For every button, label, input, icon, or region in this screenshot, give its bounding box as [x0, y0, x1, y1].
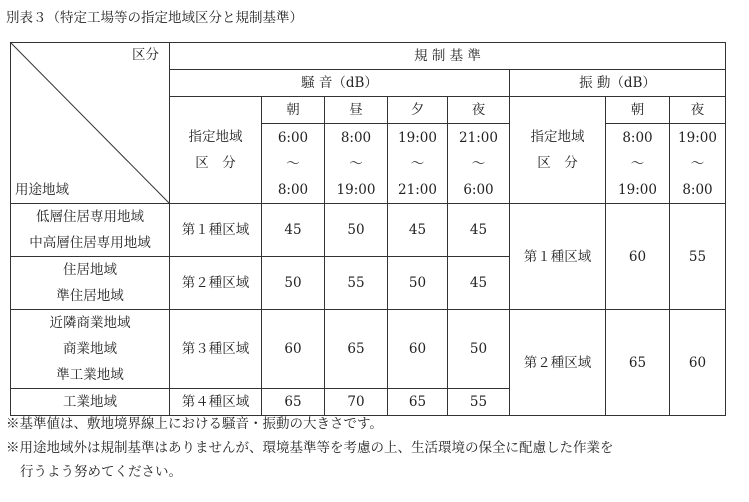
area-name: 商業地域 — [63, 341, 117, 357]
shitei-label: 指定地域 — [188, 129, 243, 145]
time-tilde: ～ — [286, 155, 300, 172]
noise-value: 50 — [388, 257, 448, 310]
vib-value: 60 — [670, 310, 726, 416]
vib-value: 60 — [606, 204, 670, 310]
vib-period-label: 朝 — [606, 97, 670, 124]
vibration-header: 振 動（dB） — [510, 70, 726, 97]
area-names — [11, 257, 170, 310]
header-diagonal-cell — [11, 43, 170, 204]
time-from: 8:00 — [622, 129, 653, 146]
kubun-sub-label: 区 分 — [195, 155, 236, 171]
time-from: 19:00 — [678, 129, 717, 146]
noise-period-label: 朝 — [262, 97, 325, 124]
time-to: 8:00 — [682, 181, 713, 198]
noise-value: 55 — [448, 389, 510, 416]
noise-value: 50 — [325, 204, 388, 257]
vib-period-time — [670, 124, 726, 204]
area-name: 工業地域 — [11, 389, 170, 416]
noise-zone: 第３種区域 — [170, 310, 262, 389]
time-tilde: ～ — [471, 155, 486, 172]
regulation-standards-table — [10, 42, 726, 416]
time-to: 8:00 — [277, 181, 309, 198]
area-name: 住居地域 — [63, 262, 117, 278]
area-names — [11, 310, 170, 389]
time-tilde: ～ — [630, 155, 645, 172]
noise-value: 65 — [262, 389, 325, 416]
noise-value: 45 — [448, 257, 510, 310]
area-name: 低層住居専用地域 — [36, 209, 144, 225]
note-line: 行うよう努めてください。 — [20, 464, 182, 480]
noise-zone: 第４種区域 — [170, 389, 262, 416]
time-from: 21:00 — [459, 129, 498, 146]
vib-zone: 第２種区域 — [510, 310, 606, 416]
notes — [6, 412, 614, 484]
time-from: 8:00 — [340, 129, 372, 146]
youto-label: 用途地域 — [15, 182, 69, 198]
noise-zone: 第１種区域 — [170, 204, 262, 257]
vib-period-label: 夜 — [670, 97, 726, 124]
noise-value: 60 — [388, 310, 448, 389]
noise-value: 65 — [388, 389, 448, 416]
table-caption: 別表３（特定工場等の指定地域区分と規制基準） — [6, 10, 303, 26]
table-row — [11, 204, 726, 257]
noise-shitei-header — [170, 97, 262, 204]
noise-period-label: 昼 — [325, 97, 388, 124]
noise-value: 45 — [262, 204, 325, 257]
kisei-header: 規 制 基 準 — [170, 43, 726, 70]
noise-value: 55 — [325, 257, 388, 310]
area-name: 近隣商業地域 — [49, 315, 131, 331]
note-line: ※用途地域外は規制基準はありませんが、環境基準等を考慮の上、生活環境の保全に配慮した作業を — [6, 440, 614, 456]
area-name: 準住居地域 — [56, 288, 124, 304]
diagonal-line — [11, 43, 169, 203]
noise-period-label: 夕 — [388, 97, 448, 124]
noise-period-time — [448, 124, 510, 204]
noise-value: 50 — [262, 257, 325, 310]
area-name: 中高層住居専用地域 — [29, 235, 151, 251]
time-tilde: ～ — [349, 155, 363, 172]
time-tilde: ～ — [410, 155, 425, 172]
noise-period-time — [325, 124, 388, 204]
noise-period-label: 夜 — [448, 97, 510, 124]
time-to: 19:00 — [618, 181, 657, 198]
time-to: 21:00 — [398, 181, 437, 198]
noise-value: 65 — [325, 310, 388, 389]
noise-period-time — [262, 124, 325, 204]
noise-zone: 第２種区域 — [170, 257, 262, 310]
table-row — [11, 310, 726, 389]
kubun-sub-label: 区 分 — [537, 155, 578, 171]
shitei-label: 指定地域 — [530, 129, 585, 145]
time-from: 19:00 — [398, 129, 437, 146]
noise-value: 45 — [388, 204, 448, 257]
vib-period-time — [606, 124, 670, 204]
note-line: ※基準値は、敷地境界線上における騒音・振動の大きさです。 — [6, 416, 383, 432]
vib-zone: 第１種区域 — [510, 204, 606, 310]
time-to: 6:00 — [463, 181, 494, 198]
area-names — [11, 204, 170, 257]
noise-value: 60 — [262, 310, 325, 389]
noise-value: 50 — [448, 310, 510, 389]
vib-value: 55 — [670, 204, 726, 310]
noise-period-time — [388, 124, 448, 204]
noise-header: 騒 音（dB） — [170, 70, 510, 97]
time-tilde: ～ — [690, 155, 705, 172]
area-name: 準工業地域 — [56, 367, 124, 383]
time-to: 19:00 — [336, 181, 376, 198]
kubun-label: 区分 — [132, 47, 159, 63]
vib-shitei-header — [510, 97, 606, 204]
noise-value: 45 — [448, 204, 510, 257]
vib-value: 65 — [606, 310, 670, 416]
time-from: 6:00 — [277, 129, 309, 146]
noise-value: 70 — [325, 389, 388, 416]
